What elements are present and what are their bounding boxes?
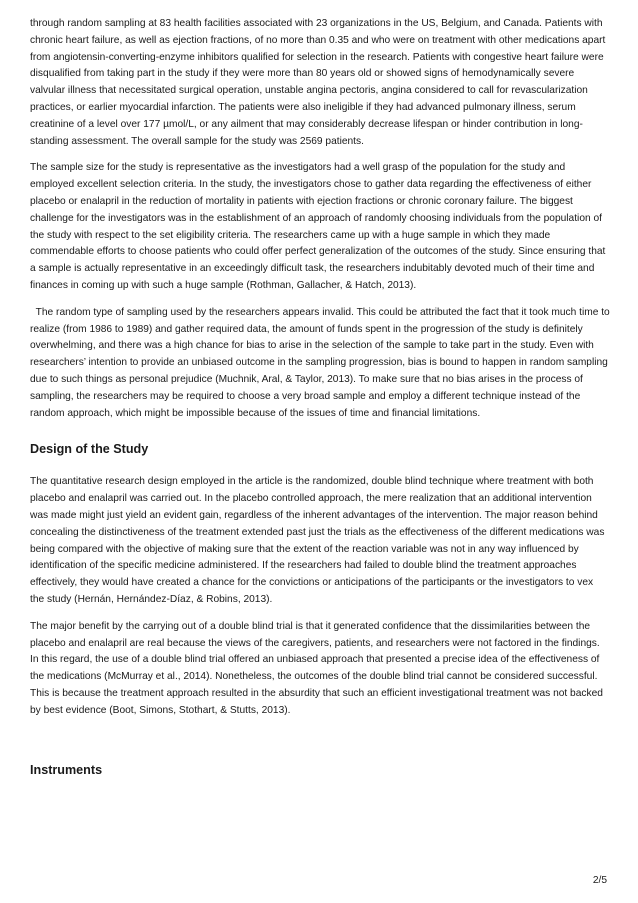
document-page [30,16,613,779]
paragraph-sampling-validity: The random type of sampling used by the researchers appears invalid. This could be attributed the fact that it took much time to realize (from 1986 to 1989) and gather required data, the amount of funds spent in the progression of the study is definitely overwhelming, and there was a high chance for bias to arise in the selection of the sample to take part in the study. Even with researchers’ intention to provide an unbiased outcome in the sampling progression, bias is bound to happen in random sampling due to such things as personal prejudice (Muchnik, Aral, & Taylor, 2013). To make sure that no bias arises in the process of sampling, the researchers may be required to choose a very broad sample and employ a different technique instead of the random approach, which might be impossible because of the issues of time and financial limitations. [30,306,613,419]
heading-design-of-study: Design of the Study [30,442,149,457]
paragraph-sample-size: The sample size for the study is representative as the investigators had a well grasp of the population for the study and employed excellent selection criteria. In the study, the investigators chose to gather data regarding the effectiveness of either placebo or enalapril in the reduction of mortality in patients with ejection fractions or chronic coronary failure. The biggest challenge for the investigators was in the establishment of an approach of randomly choosing individuals from the population of the study with respect to the set eligibility criteria. The researchers came up with a huge sample in which they made commendable efforts to choose patients who could offer perfect generalization of the outcomes of the study. Since ensuring that a sample is actually representative in an exceedingly difficult task, the researchers indubitably devoted much of their time and finances in coming up with such a huge sample (Rothman, Gallacher, & Hatch, 2013). [30,162,606,291]
heading-instruments: Instruments [30,763,103,778]
paragraph-sampling-description: through random sampling at 83 health facilities associated with 23 organizations in the US, Belgium, and Canada. Patients with chronic heart failure, as well as ejection fractions, of no more than 0.35 and who were on treatment with other medications apart from angiotensin-converting-enzyme inhibitors qualified for selection in the research. Patients with congestive heart failure were disqualified from taking part in the study if they were more than 80 years old or showed signs of hemodynamically severe valvular illness that necessitated surgical operation, unstable angina pectoris, angina considered to call for revascularization practices, or earlier myocardial infarction. The patients were also ineligible if they had advanced pulmonary illness, serum creatinine of a level over 177 µmol/L, or any ailment that may considerably decrease lifespan or hinder contribution in long-standing assessment. The overall sample for the study was 2569 patients. [30,18,606,147]
page-number: 2/5 [592,875,607,886]
paragraph-design-method: The quantitative research design employed in the article is the randomized, double blind technique where treatment with both placebo and enalapril was carried out. In the placebo controlled approach, the mere realization that an additional intervention was made might just yield an evident gain, regardless of the inherent advantages of the intervention. The major reason behind concealing the distinctiveness of the treatment extended past just the trials as the effectiveness of the different medications was being compared with the objective of making sure that the extent of the reaction variable was not in any way influenced by identification of the specific medicine administered. If the researchers had failed to double blind the treatment approaches effectively, they would have created a chance for the convictions or anticipations of the participants or the investigators to vex the study (Hernán, Hernández-Díaz, & Robins, 2013). [30,476,605,605]
paragraph-design-benefit: The major benefit by the carrying out of a double blind trial is that it generated confidence that the dissimilarities between the placebo and enalapril are real because the views of the caregivers, patients, and researchers were not factored in the findings. In this regard, the use of a double blind trial offered an unbiased approach that presented a precise idea of the effectiveness of the medications (McMurray et al., 2014). Nonetheless, the outcomes of the double blind trial cannot be considered successful. This is because the treatment approach resulted in the absurdity that such an efficient investigational treatment was not backed by best evidence (Boot, Simons, Stothart, & Stutts, 2013). [30,620,603,716]
